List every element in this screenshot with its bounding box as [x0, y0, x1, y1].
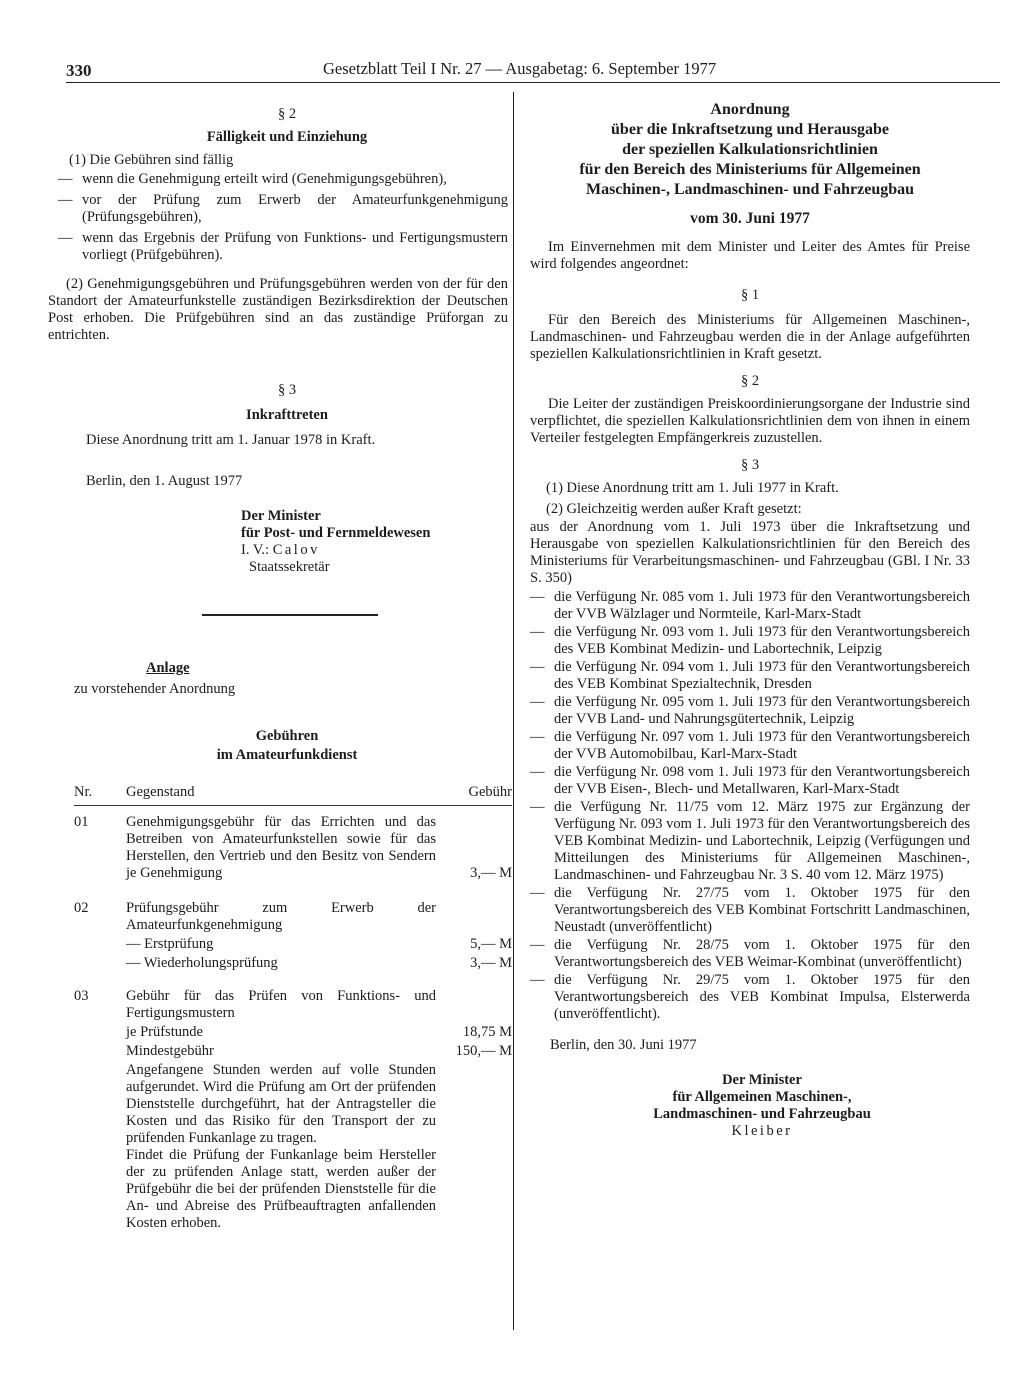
signature-line-2: für Post- und Fernmeldewesen — [241, 525, 431, 541]
right-column — [530, 98, 970, 1140]
list-item: — wenn die Genehmigung erteilt wird (Genehmigungsgebühren), — [58, 171, 447, 187]
section-3-text: Diese Anordnung tritt am 1. Januar 1978 in Kraft. — [86, 432, 376, 448]
list-item: — die Verfügung Nr. 27/75 vom 1. Oktober 1975 für den Verantwortungsbereich des VEB Kombinat Fortschritt Landmaschinen, Neustadt (unveröffentlicht) — [530, 885, 970, 935]
section-3-title: Inkrafttreten — [246, 407, 328, 423]
signature-line-4: Staatssekretär — [249, 559, 330, 575]
signature-line-2: für Allgemeinen Maschinen-, — [672, 1089, 852, 1105]
list-item: — die Verfügung Nr. 29/75 vom 1. Oktober 1975 für den Verantwortungsbereich des VEB Kombinat Impulsa, Elsterwerda (unveröffentlicht). — [530, 972, 970, 1022]
place-date: Berlin, den 1. August 1977 — [86, 473, 243, 489]
list-item: — die Verfügung Nr. 095 vom 1. Juli 1973 für den Verantwortungsbereich der VVB Land- und Nahrungsgütertechnik, Leipzig — [530, 694, 970, 727]
title-line: über die Inkraftsetzung und Herausgabe — [611, 121, 889, 138]
signature-line-3: I. V.: Calov — [241, 542, 320, 558]
list-item: — wenn das Ergebnis der Prüfung von Funktions- und Fertigungsmustern vorliegt (Prüfgebühren). — [58, 230, 508, 263]
table-subrow: Mindestgebühr 150,— M — [126, 1043, 512, 1059]
gazette-title: Gesetzblatt Teil I Nr. 27 — Ausgabetag: 6. September 1977 — [323, 59, 717, 78]
fees-table — [74, 784, 512, 1232]
table-row: 01 Genehmigungsgebühr für das Errichten und das Betreiben von Amateurfunkstellen sowie für das Herstellen, den Vertrieb und den Besitz von Sendern je Genehmigung 3,— M — [74, 814, 512, 881]
intro-text: Im Einvernehmen mit dem Minister und Leiter des Amtes für Preise wird folgendes angeordnet: — [530, 239, 970, 272]
ordinance-date: vom 30. Juni 1977 — [690, 210, 810, 227]
table-note: Findet die Prüfung der Funkanlage beim Hersteller der zu prüfenden Anlage statt, werden außer der Prüfgebühr die bei der prüfenden Dienststelle für die An- und Abreise des Prüfbeauftragten anfallenden Kosten erhoben. — [126, 1147, 436, 1231]
table-note: Angefangene Stunden werden auf volle Stunden aufgerundet. Wird die Prüfung am Ort der prüfenden Dienststelle durchgeführt, hat der Antragsteller die Kosten und das Risiko für den Transport der zu prüfenden Funkanlage zu tragen. — [126, 1062, 436, 1146]
section-3-heading: § 3 — [740, 457, 760, 473]
section-2-heading: § 2 — [277, 106, 297, 122]
annex-subtitle: zu vorstehender Anordnung — [74, 681, 236, 697]
signature-line-1: Der Minister — [722, 1072, 802, 1088]
section-2-title: Fälligkeit und Einziehung — [206, 129, 368, 145]
section-2-heading: § 2 — [740, 373, 760, 389]
column-header-subject: Gegenstand — [126, 784, 195, 800]
section-1-text: Für den Bereich des Ministeriums für Allgemeinen Maschinen-, Landmaschinen- und Fahrzeugbau werden die in der Anlage aufgeführten speziellen Kalkulationsrichtlinien in Kraft gesetzt. — [530, 312, 970, 362]
left-column — [48, 98, 512, 1232]
list-item: — die Verfügung Nr. 093 vom 1. Juli 1973 für den Verantwortungsbereich des VEB Kombinat Medizin- und Labortechnik, Leipzig — [530, 624, 970, 657]
table-subrow: je Prüfstunde 18,75 M — [126, 1024, 512, 1040]
signature-line-3: Landmaschinen- und Fahrzeugbau — [653, 1106, 871, 1122]
separator-rule — [202, 614, 378, 616]
table-header-rule — [74, 805, 512, 806]
section-1-heading: § 1 — [740, 287, 760, 303]
list-item: — die Verfügung Nr. 094 vom 1. Juli 1973 für den Verantwortungsbereich des VEB Kombinat Spezialtechnik, Dresden — [530, 659, 970, 692]
column-header-fee: Gebühr — [468, 784, 512, 800]
title-line: der speziellen Kalkulationsrichtlinien — [622, 141, 878, 158]
signature-block — [530, 1072, 970, 1140]
table-subrow: — Wiederholungsprüfung 3,— M — [126, 955, 512, 971]
signature-block — [66, 508, 508, 576]
column-header-nr: Nr. — [74, 784, 93, 800]
page-number: 330 — [66, 61, 92, 80]
header-rule — [66, 82, 1000, 83]
page-header — [40, 60, 960, 84]
list-item: — die Verfügung Nr. 097 vom 1. Juli 1973 für den Verantwortungsbereich der VVB Automobilbau, Karl-Marx-Stadt — [530, 729, 970, 762]
table-row: 02 Prüfungsgebühr zum Erwerb der Amateurfunkgenehmigung — [74, 900, 436, 933]
signature-line-1: Der Minister — [241, 508, 321, 524]
fees-title-line-1: Gebühren — [255, 728, 319, 744]
title-line: Anordnung — [710, 101, 790, 118]
annex-title: Anlage — [146, 660, 190, 676]
section-2-text: Die Leiter der zuständigen Preiskoordinierungsorgane der Industrie sind verpflichtet, die speziellen Kalkulationsrichtlinien dem von ihnen in einem Verteiler festgelegten Empfängerkreis zuzustellen. — [530, 396, 970, 446]
section-3-heading: § 3 — [277, 382, 297, 398]
list-item: — vor der Prüfung zum Erwerb der Amateurfunkgenehmigung (Prüfungsgebühren), — [58, 192, 508, 225]
list-item: — die Verfügung Nr. 098 vom 1. Juli 1973 für den Verantwortungsbereich der VVB Eisen-, Blech- und Metallwaren, Karl-Marx-Stadt — [530, 764, 970, 797]
table-row: 03 Gebühr für das Prüfen von Funktions- und Fertigungsmustern — [74, 988, 436, 1021]
section-2-para-1: (1) Die Gebühren sind fällig — [69, 152, 234, 168]
title-line: für den Bereich des Ministeriums für Allgemeinen — [579, 161, 921, 178]
section-2-para-2: (2) Genehmigungsgebühren und Prüfungsgebühren werden von der für den Standort der Amateurfunkstelle zuständigen Bezirksdirektion der Deutschen Post erhoben. Die Prüfgebühren sind an das zuständige Prüforgan zu entrichten. — [48, 276, 508, 343]
list-item: — die Verfügung Nr. 28/75 vom 1. Oktober 1975 für den Verantwortungsbereich des VEB Weimar-Kombinat (unveröffentlicht) — [530, 937, 970, 970]
ordinance-title — [530, 100, 970, 200]
signature-line-4: Kleiber — [731, 1123, 793, 1139]
section-3-para-1: (1) Diese Anordnung tritt am 1. Juli 1977 in Kraft. — [546, 480, 839, 496]
place-date: Berlin, den 30. Juni 1977 — [550, 1037, 697, 1053]
title-line: Maschinen-, Landmaschinen- und Fahrzeugbau — [585, 181, 915, 198]
section-3-para-2: (2) Gleichzeitig werden außer Kraft gesetzt: — [546, 501, 802, 517]
section-3-para-2-cont: aus der Anordnung vom 1. Juli 1973 über die Inkraftsetzung und Herausgabe von speziellen Kalkulationsrichtlinien für den Bereich des Ministeriums für Verarbeitungsmaschinen- und Fahrzeugbau (GBl. I Nr. 33 S. 350) — [530, 519, 970, 586]
list-item: — die Verfügung Nr. 085 vom 1. Juli 1973 für den Verantwortungsbereich der VVB Wälzlager und Normteile, Karl-Marx-Stadt — [530, 589, 970, 622]
table-subrow: — Erstprüfung 5,— M — [126, 936, 512, 952]
list-item: — die Verfügung Nr. 11/75 vom 12. März 1975 zur Ergänzung der Verfügung Nr. 093 vom 1. Juli 1973 für den Verantwortungsbereich des VEB Kombinat Medizin- und Labortechnik, Leipzig (Verfügungen und Mitteilungen des Ministeriums für Allgemeinen Maschinen-, Landmaschinen- und Fahrzeugbau Nr. 3 S. 40 vom 12. März 1975) — [530, 799, 970, 883]
column-divider — [513, 92, 514, 1330]
fees-title-line-2: im Amateurfunkdienst — [216, 747, 358, 763]
